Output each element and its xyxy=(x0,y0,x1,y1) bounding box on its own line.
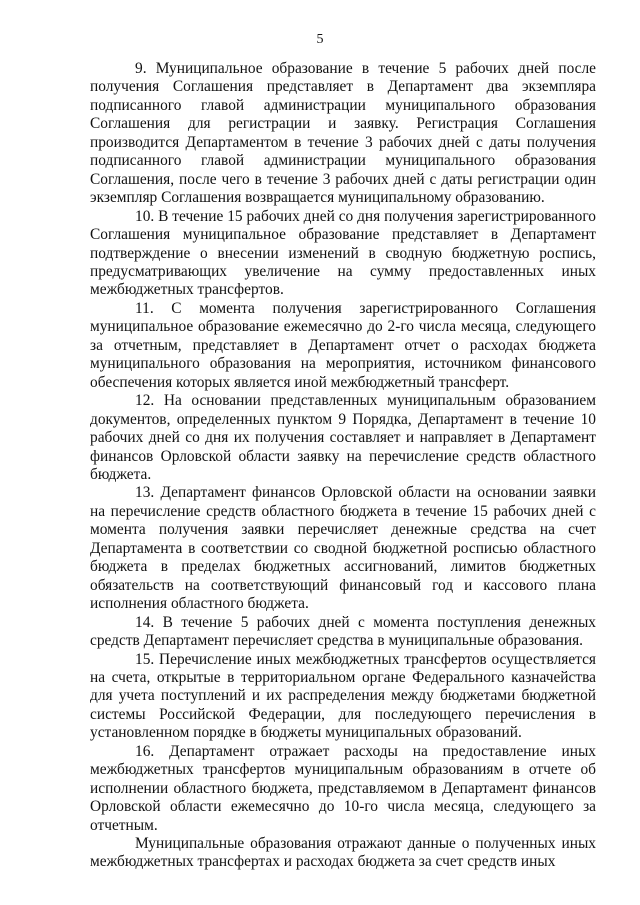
paragraph-11: 11. С момента получения зарегистрированного Соглашения муниципальное образование ежемесячно до 2-го числа месяца, следующего за отчетным, представляет в Департамент отчет о расходах бюджета муниципального образования на мероприятия, источником финансового обеспечения которых является иной межбюджетный трансферт. xyxy=(90,299,596,391)
paragraph-16: 16. Департамент отражает расходы на предоставление иных межбюджетных трансфертов муниципальным образованиям в отчете об исполнении областного бюджета, представляемом в Департамент финансов Орловской области ежемесячно до 10-го числа месяца, следующего за отчетным. xyxy=(90,742,596,834)
page-number: 5 xyxy=(316,32,324,47)
paragraph-12: 12. На основании представленных муниципальным образованием документов, определенных пунктом 9 Порядка, Департамент в течение 10 рабочих дней со дня их получения составляет и направляет в Департамент финансов Орловской области заявку на перечисление средств областного бюджета. xyxy=(90,392,596,483)
paragraph-14: 14. В течение 5 рабочих дней с момента поступления денежных средств Департамент перечисляет средства в муниципальные образования. xyxy=(90,613,596,650)
paragraph-13: 13. Департамент финансов Орловской области на основании заявки на перечисление средств областного бюджета в течение 15 рабочих дней с момента получения заявки перечисляет денежные средства на счет Департамента в соответствии со сводной бюджетной росписью областного бюджета в пределах бюджетных ассигнований, лимитов бюджетных обязательств на соответствующий финансовый год и кассового плана исполнения областного бюджета. xyxy=(90,484,596,613)
paragraph-municipal-reporting: Муниципальные образования отражают данные о полученных иных межбюджетных трансфертах и расходах бюджета за счет средств иных xyxy=(90,835,596,871)
paragraph-15: 15. Перечисление иных межбюджетных трансфертов осуществляется на счета, открытые в территориальном органе Федерального казначейства для учета поступлений и их распределения между бюджетами бюджетной системы Российской Федерации, для последующего перечисления в установленном порядке в бюджеты муниципальных образований. xyxy=(90,650,596,742)
document-body xyxy=(90,60,596,872)
paragraph-9: 9. Муниципальное образование в течение 5 рабочих дней после получения Соглашения представляет в Департамент два экземпляра подписанного главой администрации муниципального образования Соглашения для регистрации и заявку. Регистрация Соглашения производится Департаментом в течение 3 рабочих дней с даты получения подписанного главой администрации муниципального образования Соглашения, после чего в течение 3 рабочих дней с даты регистрации один экземпляр Соглашения возвращается муниципальному образованию. xyxy=(90,60,596,207)
paragraph-10: 10. В течение 15 рабочих дней со дня получения зарегистрированного Соглашения муниципальное образование представляет в Департамент подтверждение о внесении изменений в сводную бюджетную роспись, предусматривающих увеличение на сумму предоставленных иных межбюджетных трансфертов. xyxy=(90,207,596,299)
